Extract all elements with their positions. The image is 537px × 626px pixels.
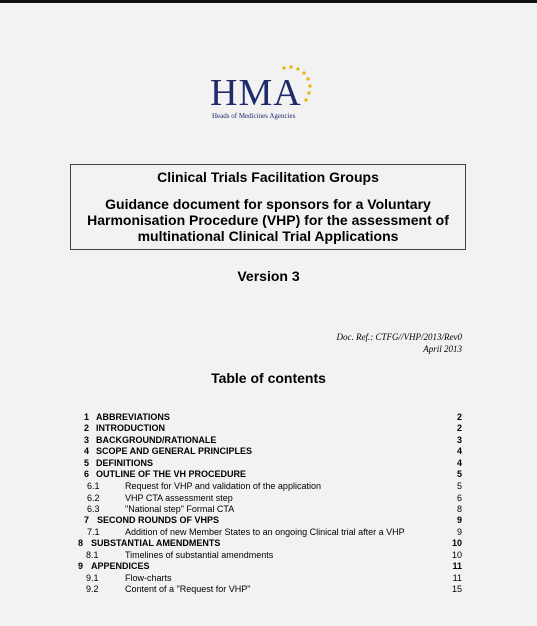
toc-entry[interactable] (0, 573, 537, 584)
toc-entry[interactable] (0, 550, 537, 561)
logo-wordmark: HMA (210, 72, 302, 114)
toc-entry-page: 2 (456, 423, 462, 433)
toc-entry-title: DEFINITIONS (96, 458, 154, 468)
hma-logo (210, 64, 325, 124)
toc-entry-page: 10 (451, 538, 462, 548)
toc-entry[interactable] (0, 538, 537, 549)
toc-title: Table of contents (211, 370, 326, 386)
toc-entry[interactable] (0, 527, 537, 538)
toc-entry-number: 2 (84, 423, 90, 433)
toc-entry-title: Content of a "Request for VHP" (125, 584, 251, 594)
toc-entry-title: INTRODUCTION (96, 423, 165, 433)
toc-entry-page: 4 (456, 458, 462, 468)
toc-entry-number: 6.3 (87, 504, 100, 514)
doc-reference (337, 331, 462, 355)
toc-entry-page: 15 (451, 584, 462, 594)
toc-entry[interactable] (0, 504, 537, 515)
toc-entry[interactable] (0, 493, 537, 504)
toc-entry-number: 9 (78, 561, 84, 571)
toc-entry-number: 8.1 (86, 550, 99, 560)
toc-entry-title: SECOND ROUNDS OF VHPS (97, 515, 220, 525)
toc-entry-title: Addition of new Member States to an ongoing Clinical trial after a VHP (125, 527, 405, 537)
toc-entry-title: ABBREVIATIONS (96, 412, 170, 422)
toc-entry-title: "National step" Formal CTA (125, 504, 235, 514)
toc-entry-number: 9.1 (86, 573, 99, 583)
logo-tagline: Heads of Medicines Agencies (212, 112, 296, 120)
toc-entry-page: 4 (456, 446, 462, 456)
toc-entry[interactable] (0, 481, 537, 492)
doc-ref-number: Doc. Ref.: CTFG//VHP/2013/Rev0 (336, 332, 462, 342)
toc-entry-page: 8 (456, 504, 462, 514)
toc-entry-title: BACKGROUND/RATIONALE (96, 435, 217, 445)
toc-entry[interactable] (0, 458, 537, 469)
version-label: Version 3 (237, 268, 300, 284)
toc-entry-number: 6.1 (87, 481, 100, 491)
doc-date: April 2013 (423, 344, 462, 354)
toc-entry-title: SCOPE AND GENERAL PRINCIPLES (96, 446, 253, 456)
toc-entry-number: 8 (78, 538, 84, 548)
toc-entry-title: APPENDICES (91, 561, 150, 571)
toc-entry-page: 5 (456, 469, 462, 479)
toc-entry-number: 1 (84, 412, 90, 422)
toc-entry-page: 3 (456, 435, 462, 445)
document-title: Guidance document for sponsors for a Voluntary Harmonisation Procedure (VHP) for the assessment of multinational Clinical Trial Applications (87, 196, 449, 244)
toc-entry-title: OUTLINE OF THE VH PROCEDURE (96, 469, 247, 479)
toc-entry-number: 7 (84, 515, 90, 525)
toc-entry[interactable] (0, 446, 537, 457)
toc-entry[interactable] (0, 561, 537, 572)
toc-entry[interactable] (0, 515, 537, 526)
toc-entry-number: 6 (84, 469, 90, 479)
toc-entry-number: 7.1 (87, 527, 100, 537)
toc-entry-title: SUBSTANTIAL AMENDMENTS (91, 538, 221, 548)
toc-entry-page: 10 (451, 550, 462, 560)
toc-entry-title: VHP CTA assessment step (125, 493, 233, 503)
toc-entry[interactable] (0, 469, 537, 480)
toc-entry-page: 11 (452, 573, 462, 583)
toc-entry-page: 5 (456, 481, 462, 491)
toc-entry-number: 3 (84, 435, 90, 445)
toc-entry-title: Flow-charts (125, 573, 172, 583)
toc-entry-page: 2 (456, 412, 462, 422)
toc-entry[interactable] (0, 435, 537, 446)
toc-entry-page: 11 (452, 561, 462, 571)
toc-entry-number: 4 (84, 446, 90, 456)
toc-entry-page: 6 (456, 493, 462, 503)
toc-entry-number: 5 (84, 458, 90, 468)
toc-entry-title: Timelines of substantial amendments (125, 550, 274, 560)
toc-entry-number: 6.2 (87, 493, 100, 503)
toc-entry-number: 9.2 (86, 584, 99, 594)
title-box (70, 164, 466, 250)
toc-entry[interactable] (0, 423, 537, 434)
toc-entry-page: 9 (456, 527, 462, 537)
toc-entry-title: Request for VHP and validation of the application (125, 481, 321, 491)
toc-entry-page: 9 (456, 515, 462, 525)
document-group-title: Clinical Trials Facilitation Groups (157, 169, 379, 185)
toc-entry[interactable] (0, 584, 537, 595)
toc-entry[interactable] (0, 412, 537, 423)
